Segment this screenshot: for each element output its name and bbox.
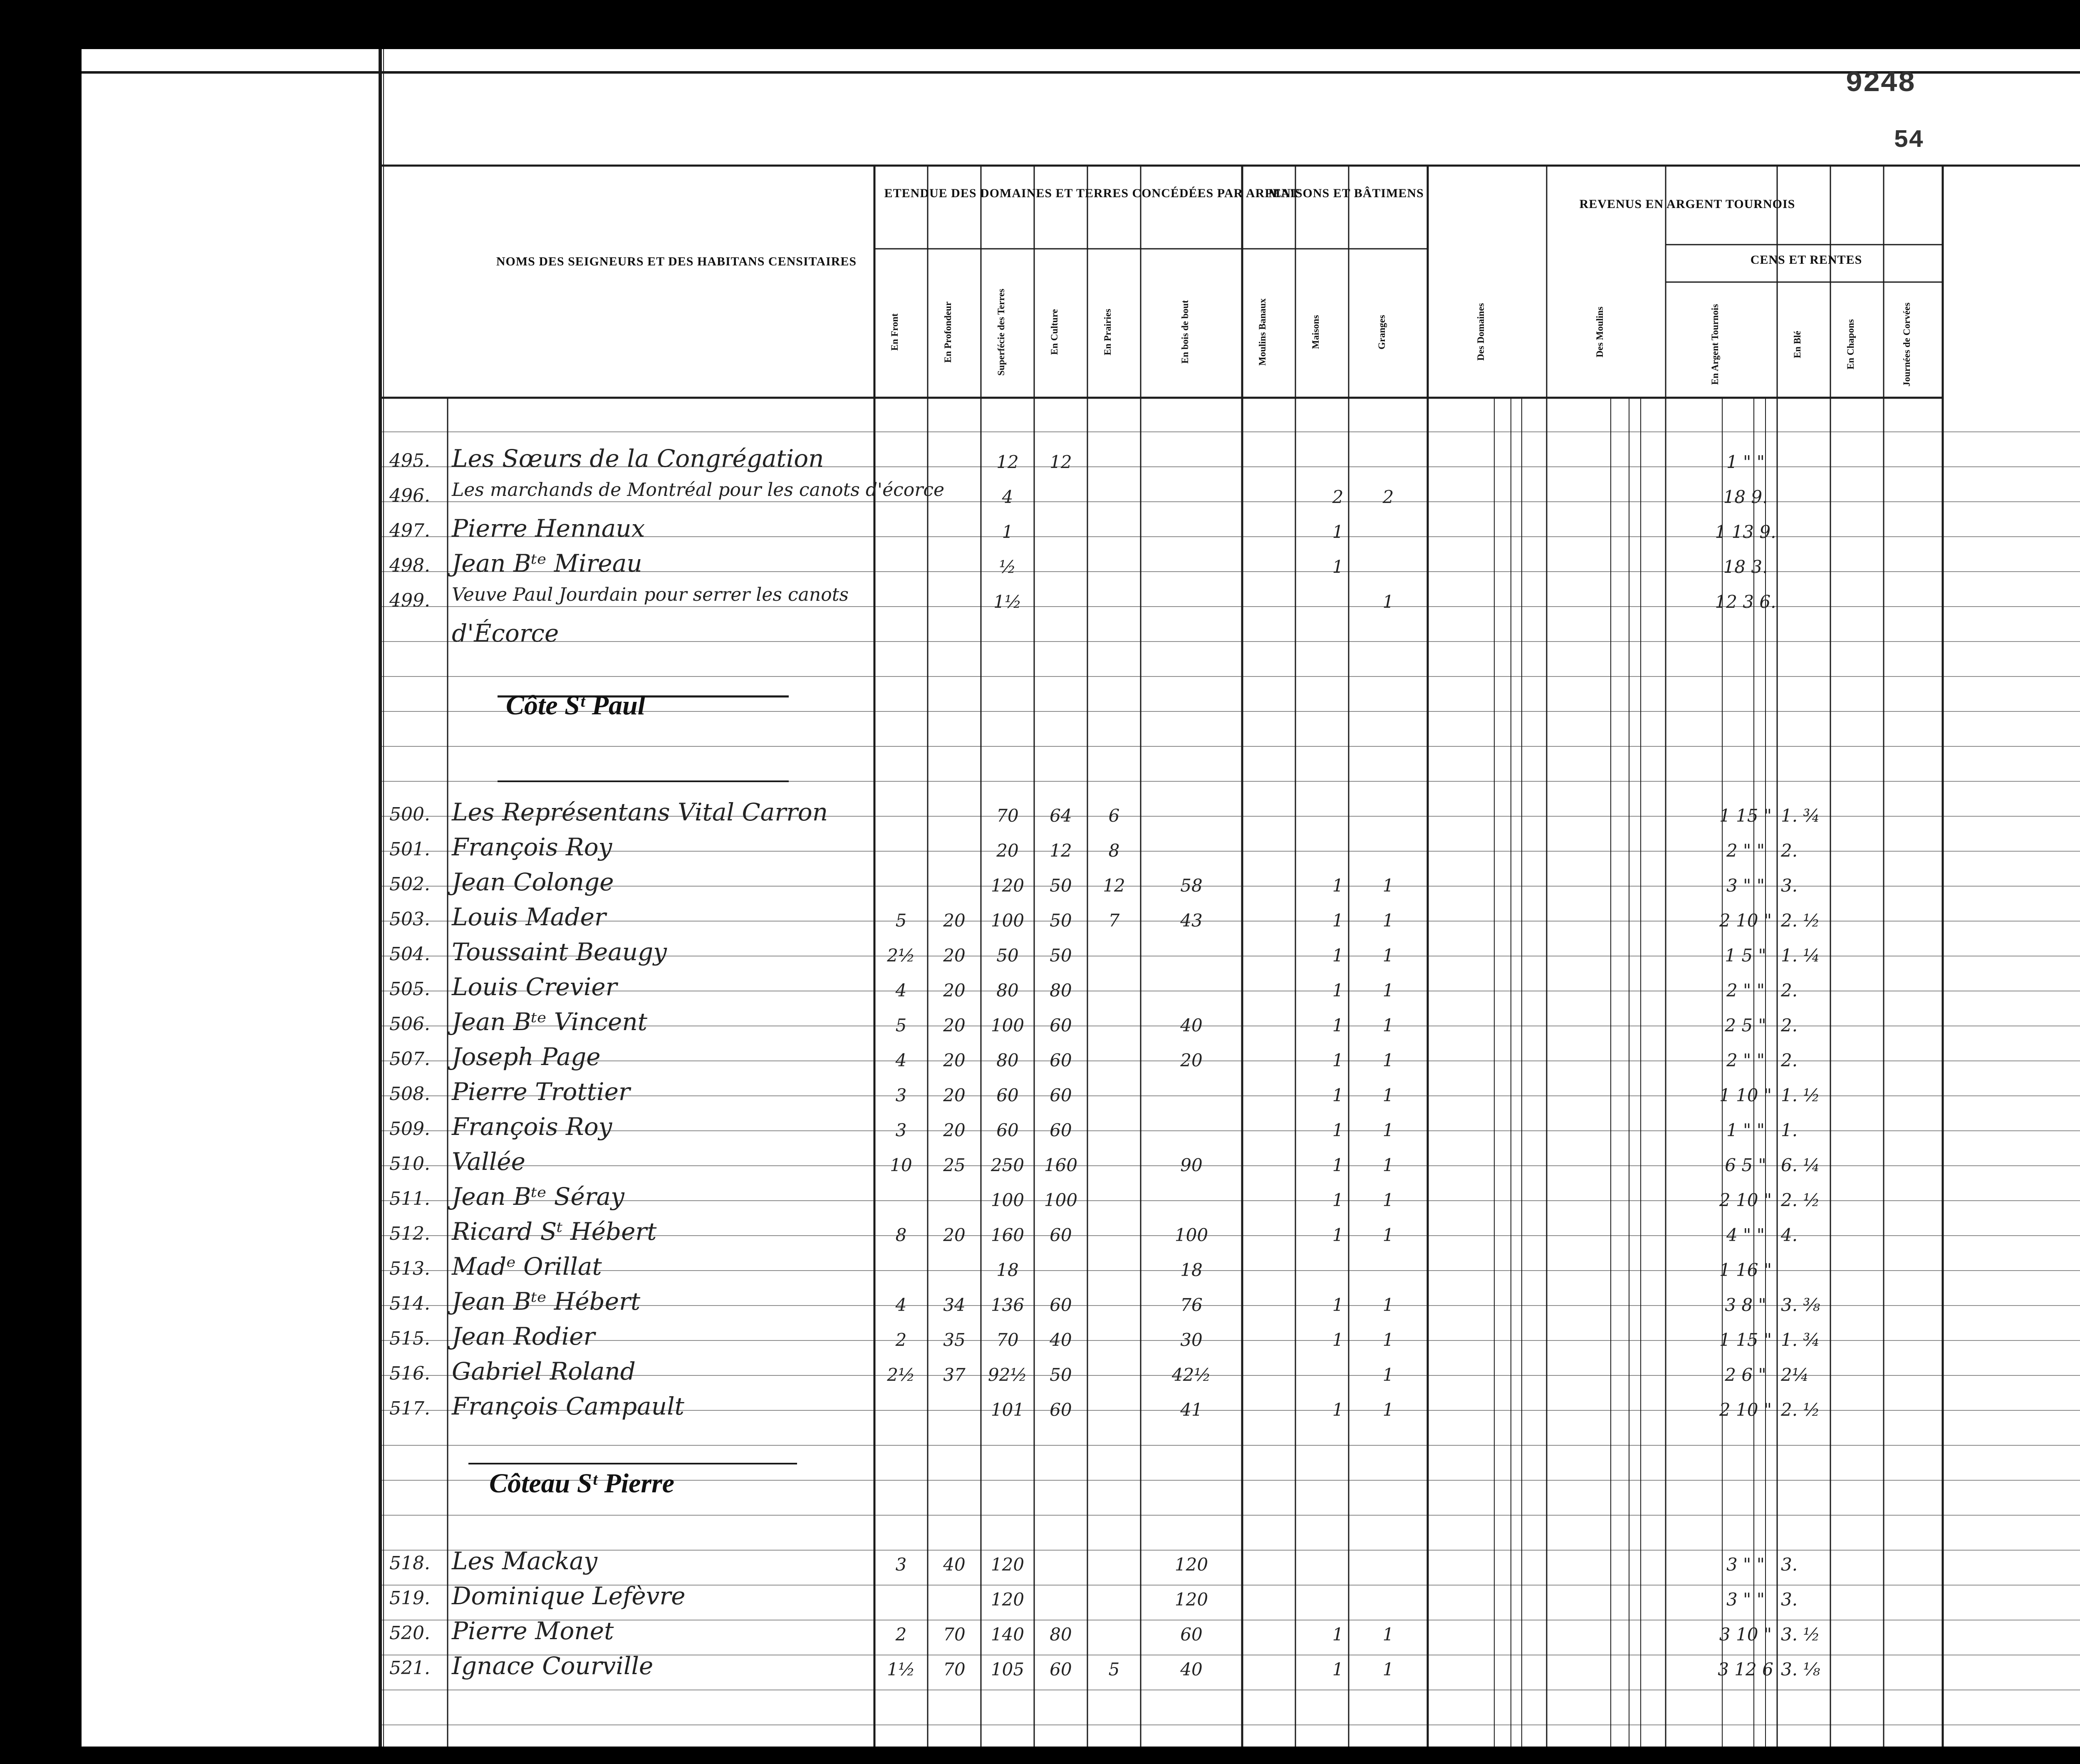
cell-bois: 120 [1174, 1589, 1208, 1610]
row-name: François Campault [452, 1392, 684, 1420]
row-name: François Roy [452, 1112, 612, 1141]
row-number: 518. [389, 1553, 430, 1574]
cell-superficie: 100 [990, 1190, 1025, 1210]
row-number: 504. [389, 944, 430, 965]
column-header-12: En Argent Tournois [1710, 304, 1720, 385]
cell-front: 2½ [887, 945, 915, 966]
cell-superficie: 20 [996, 840, 1019, 861]
cell-ble: 3. [1781, 875, 1798, 896]
cell-argent: 18 3. [1723, 557, 1768, 577]
cell-argent: 2 " " [1726, 1050, 1765, 1070]
cell-maisons: 1 [1332, 522, 1344, 542]
row-name: Jean Bᵗᵉ Vincent [452, 1008, 648, 1036]
cell-granges: 1 [1382, 1400, 1394, 1420]
cell-argent: 2 " " [1726, 840, 1765, 861]
cell-argent: 1 16 " [1719, 1260, 1772, 1280]
column-header-13: En Blé [1792, 331, 1803, 358]
cell-argent: 1 " " [1726, 1120, 1765, 1140]
cell-maisons: 2 [1332, 487, 1344, 507]
row-number: 496. [389, 485, 430, 506]
row-name: François Roy [452, 833, 612, 861]
cell-argent: 2 " " [1726, 980, 1765, 1001]
column-header-10: Des Domaines [1476, 303, 1486, 361]
cell-ble: 3. [1781, 1554, 1798, 1575]
cell-culture: 160 [1044, 1155, 1078, 1175]
row-name: Pierre Monet [452, 1617, 614, 1645]
cell-culture: 50 [1050, 910, 1072, 931]
row-number: 507. [389, 1048, 430, 1070]
cell-maisons: 1 [1332, 1295, 1344, 1315]
cell-maisons: 1 [1332, 1659, 1344, 1680]
row-number: 511. [389, 1188, 430, 1209]
cell-superficie: 120 [990, 1554, 1025, 1575]
column-header-15: Journées de Corvées [1902, 302, 1912, 386]
cell-front: 4 [895, 980, 907, 1001]
cell-argent: 1 15 " [1719, 805, 1772, 826]
cell-culture: 60 [1050, 1015, 1072, 1036]
cell-bois: 18 [1180, 1260, 1203, 1280]
cell-ble: 2¼ [1781, 1365, 1809, 1385]
cell-front: 4 [895, 1295, 907, 1315]
row-number: 516. [389, 1363, 430, 1384]
cell-superficie: 1½ [993, 592, 1022, 612]
cell-profondeur: 40 [943, 1554, 966, 1575]
cell-argent: 1 5 " [1725, 945, 1766, 966]
column-header-8: Maisons [1310, 315, 1321, 349]
stamp-number: 9248 [1845, 67, 1916, 100]
cell-culture: 60 [1050, 1295, 1072, 1315]
cell-bois: 30 [1180, 1330, 1203, 1350]
row-name: Jean Bᵗᵉ Hébert [452, 1287, 641, 1316]
column-header-14: En Chapons [1845, 319, 1856, 370]
ledger-sheet [82, 49, 2080, 1747]
cell-superficie: 60 [996, 1085, 1019, 1105]
cell-argent: 3 " " [1726, 875, 1765, 896]
row-name: Dominique Lefèvre [452, 1582, 686, 1610]
cell-ble: 2. [1781, 1050, 1798, 1070]
cell-granges: 1 [1382, 1295, 1394, 1315]
cell-ble: 3. ⅜ [1781, 1295, 1820, 1315]
cell-ble: 3. ⅛ [1781, 1659, 1820, 1680]
revenus-group-header: REVENUS EN ARGENT TOURNOIS [1579, 197, 1795, 211]
cell-front: 8 [895, 1225, 907, 1245]
cell-argent: 2 5 " [1725, 1015, 1766, 1036]
cell-granges: 1 [1382, 1225, 1394, 1245]
cell-culture: 50 [1050, 1365, 1072, 1385]
cell-granges: 1 [1382, 1190, 1394, 1210]
row-name: Ricard Sᵗ Hébert [452, 1217, 657, 1246]
cell-argent: 12 3 6. [1715, 592, 1776, 612]
cell-granges: 1 [1382, 1624, 1394, 1645]
row-number: 514. [389, 1293, 430, 1314]
cell-profondeur: 20 [943, 945, 966, 966]
cens-group-header: CENS ET RENTES [1750, 253, 1862, 267]
cell-prairies: 12 [1103, 875, 1125, 896]
row-name: Jean Rodier [452, 1322, 595, 1350]
cell-superficie: ½ [999, 557, 1016, 577]
cell-granges: 1 [1382, 1155, 1394, 1175]
cell-bois: 100 [1174, 1225, 1208, 1245]
cell-prairies: 7 [1108, 910, 1120, 931]
names-column-header: NOMS DES SEIGNEURS ET DES HABITANS CENSITAIRES [496, 255, 857, 268]
row-number: 498. [389, 555, 430, 576]
cell-granges: 1 [1382, 980, 1394, 1001]
cell-granges: 1 [1382, 1085, 1394, 1105]
cell-profondeur: 70 [943, 1624, 966, 1645]
cell-argent: 3 " " [1726, 1554, 1765, 1575]
row-number: 521. [389, 1657, 430, 1679]
ledger-grid [82, 49, 2080, 1747]
cell-granges: 1 [1382, 910, 1394, 931]
cell-maisons: 1 [1332, 1015, 1344, 1036]
cell-superficie: 250 [990, 1155, 1025, 1175]
cell-culture: 50 [1050, 945, 1072, 966]
column-header-1: En Front [889, 313, 900, 351]
cell-maisons: 1 [1332, 1624, 1344, 1645]
cell-argent: 3 10 " [1719, 1624, 1772, 1645]
cell-superficie: 92½ [988, 1365, 1028, 1385]
cell-prairies: 6 [1108, 805, 1120, 826]
cell-argent: 1 13 9. [1715, 522, 1776, 542]
cell-profondeur: 37 [943, 1365, 966, 1385]
cell-bois: 120 [1174, 1554, 1208, 1575]
cell-front: 1½ [887, 1659, 915, 1680]
cell-bois: 40 [1180, 1659, 1203, 1680]
cell-granges: 1 [1382, 1050, 1394, 1070]
cell-argent: 4 " " [1726, 1225, 1765, 1245]
section-cote-st-paul: Côte Sᵗ Paul [506, 690, 646, 721]
cell-argent: 3 8 " [1725, 1295, 1766, 1315]
cell-ble: 6. ¼ [1781, 1155, 1820, 1175]
cell-maisons: 1 [1332, 910, 1344, 931]
cell-maisons: 1 [1332, 980, 1344, 1001]
cell-front: 10 [890, 1155, 912, 1175]
cell-bois: 41 [1180, 1400, 1203, 1420]
cell-superficie: 50 [996, 945, 1019, 966]
row-name: Louis Mader [452, 903, 606, 931]
cell-argent: 1 " " [1726, 452, 1765, 472]
cell-ble: 2. ½ [1781, 1190, 1820, 1210]
cell-profondeur: 35 [943, 1330, 966, 1350]
cell-maisons: 1 [1332, 1225, 1344, 1245]
cell-superficie: 60 [996, 1120, 1019, 1140]
row-number: 509. [389, 1118, 430, 1140]
row-name: Les Représentans Vital Carron [452, 798, 828, 826]
cell-ble: 2. ½ [1781, 1400, 1820, 1420]
cell-front: 5 [895, 1015, 907, 1036]
etendue-group-header: ETENDUE DES DOMAINES ET TERRES CONCÉDÉES PAR ARPENT [884, 186, 1300, 200]
row-name: Toussaint Beaugy [452, 938, 667, 966]
cell-profondeur: 25 [943, 1155, 966, 1175]
cell-argent: 3 12 6 [1718, 1659, 1773, 1680]
cell-argent: 2 6 " [1725, 1365, 1766, 1385]
cell-culture: 60 [1050, 1050, 1072, 1070]
row-name: Veuve Paul Jourdain pour serrer les canots [452, 584, 849, 605]
cell-bois: 60 [1180, 1624, 1203, 1645]
row-name: Ignace Courville [452, 1652, 654, 1680]
cell-superficie: 140 [990, 1624, 1025, 1645]
cell-maisons: 1 [1332, 557, 1344, 577]
cell-maisons: 1 [1332, 1085, 1344, 1105]
cell-culture: 60 [1050, 1120, 1072, 1140]
row-name: Pierre Trottier [452, 1078, 630, 1106]
cell-ble: 2. [1781, 1015, 1798, 1036]
page-number: 54 [1894, 126, 1924, 155]
row-name: Jean Colonge [452, 868, 614, 896]
cell-maisons: 1 [1332, 1190, 1344, 1210]
cell-front: 2 [895, 1330, 907, 1350]
row-number: 510. [389, 1153, 430, 1174]
cell-ble: 1. ¼ [1781, 945, 1820, 966]
row-number: 520. [389, 1623, 430, 1644]
cell-ble: 4. [1781, 1225, 1798, 1245]
cell-granges: 1 [1382, 1015, 1394, 1036]
column-header-3: Superfécie des Terres [996, 288, 1006, 376]
row-number: 517. [389, 1398, 430, 1419]
cell-superficie: 70 [996, 1330, 1019, 1350]
cell-superficie: 136 [990, 1295, 1025, 1315]
cell-bois: 76 [1180, 1295, 1203, 1315]
cell-front: 2½ [887, 1365, 915, 1385]
column-header-2: En Profondeur [943, 301, 953, 363]
cell-bois: 42½ [1171, 1365, 1211, 1385]
cell-culture: 40 [1050, 1330, 1072, 1350]
cell-culture: 80 [1050, 1624, 1072, 1645]
row-number: 500. [389, 804, 430, 825]
cell-culture: 12 [1050, 452, 1072, 472]
cell-culture: 60 [1050, 1659, 1072, 1680]
cell-superficie: 4 [1002, 487, 1013, 507]
cell-culture: 50 [1050, 875, 1072, 896]
cell-maisons: 1 [1332, 1155, 1344, 1175]
cell-maisons: 1 [1332, 1120, 1344, 1140]
cell-argent: 18 9. [1723, 487, 1768, 507]
row-name: Vallée [452, 1147, 525, 1176]
cell-profondeur: 20 [943, 1085, 966, 1105]
cell-profondeur: 20 [943, 1120, 966, 1140]
row-number: 497. [389, 520, 430, 541]
cell-argent: 2 10 " [1719, 1400, 1772, 1420]
cell-bois: 90 [1180, 1155, 1203, 1175]
cell-profondeur: 20 [943, 910, 966, 931]
cell-ble: 3. [1781, 1589, 1798, 1610]
cell-granges: 1 [1382, 592, 1394, 612]
cell-prairies: 5 [1108, 1659, 1120, 1680]
cell-culture: 60 [1050, 1400, 1072, 1420]
cell-superficie: 70 [996, 805, 1019, 826]
cell-granges: 1 [1382, 1120, 1394, 1140]
cell-superficie: 105 [990, 1659, 1025, 1680]
cell-argent: 2 10 " [1719, 1190, 1772, 1210]
row-name: Gabriel Roland [452, 1357, 636, 1385]
cell-superficie: 160 [990, 1225, 1025, 1245]
row-name: Les Sœurs de la Congrégation [452, 444, 824, 473]
cell-argent: 6 5 " [1725, 1155, 1766, 1175]
cell-granges: 2 [1382, 487, 1394, 507]
column-header-5: En Prairies [1102, 309, 1113, 355]
row-number: 508. [389, 1083, 430, 1105]
cell-ble: 3. ½ [1781, 1624, 1820, 1645]
row-name-continued: d'Écorce [452, 619, 559, 647]
column-header-9: Granges [1377, 315, 1387, 349]
row-number: 505. [389, 979, 430, 1000]
cell-granges: 1 [1382, 1365, 1394, 1385]
cell-front: 3 [895, 1120, 907, 1140]
row-number: 506. [389, 1013, 430, 1035]
cell-superficie: 18 [996, 1260, 1019, 1280]
cell-ble: 1. [1781, 1120, 1798, 1140]
row-number: 515. [389, 1328, 430, 1349]
cell-profondeur: 20 [943, 1015, 966, 1036]
cell-ble: 1. ¾ [1781, 1330, 1820, 1350]
cell-ble: 1. ½ [1781, 1085, 1820, 1105]
row-name: Les Mackay [452, 1547, 597, 1575]
column-header-6: En bois de bout [1180, 300, 1190, 364]
cell-prairies: 8 [1108, 840, 1120, 861]
row-name: Jean Bᵗᵉ Séray [452, 1182, 624, 1211]
cell-superficie: 101 [990, 1400, 1025, 1420]
cell-front: 4 [895, 1050, 907, 1070]
cell-granges: 1 [1382, 945, 1394, 966]
cell-argent: 1 10 " [1719, 1085, 1772, 1105]
row-name: Jean Bᵗᵉ Mireau [452, 549, 642, 577]
cell-culture: 80 [1050, 980, 1072, 1001]
cell-maisons: 1 [1332, 945, 1344, 966]
cell-bois: 40 [1180, 1015, 1203, 1036]
cell-ble: 2. ½ [1781, 910, 1820, 931]
cell-profondeur: 34 [943, 1295, 966, 1315]
row-number: 503. [389, 909, 430, 930]
cell-maisons: 1 [1332, 875, 1344, 896]
cell-culture: 12 [1050, 840, 1072, 861]
row-name: Louis Crevier [452, 973, 617, 1001]
cell-argent: 1 15 " [1719, 1330, 1772, 1350]
cell-superficie: 12 [996, 452, 1019, 472]
cell-front: 5 [895, 910, 907, 931]
row-number: 495. [389, 450, 430, 471]
cell-ble: 2. [1781, 840, 1798, 861]
cell-culture: 60 [1050, 1085, 1072, 1105]
cell-superficie: 120 [990, 875, 1025, 896]
row-number: 512. [389, 1223, 430, 1244]
cell-granges: 1 [1382, 1659, 1394, 1680]
row-number: 499. [389, 590, 430, 611]
cell-superficie: 1 [1002, 522, 1013, 542]
cell-superficie: 100 [990, 1015, 1025, 1036]
row-number: 502. [389, 874, 430, 895]
column-header-11: Des Moulins [1595, 306, 1605, 358]
row-number: 501. [389, 839, 430, 860]
cell-culture: 60 [1050, 1225, 1072, 1245]
cell-front: 3 [895, 1085, 907, 1105]
cell-maisons: 1 [1332, 1400, 1344, 1420]
cell-granges: 1 [1382, 875, 1394, 896]
cell-profondeur: 70 [943, 1659, 966, 1680]
row-name: Pierre Hennaux [452, 514, 645, 543]
cell-profondeur: 20 [943, 1050, 966, 1070]
cell-front: 3 [895, 1554, 907, 1575]
section-coteau-st-pierre: Côteau Sᵗ Pierre [489, 1468, 675, 1499]
row-name: Les marchands de Montréal pour les canots d'écorce [452, 479, 945, 500]
row-name: Madᵉ Orillat [452, 1252, 602, 1281]
cell-bois: 43 [1180, 910, 1203, 931]
cell-superficie: 100 [990, 910, 1025, 931]
cell-ble: 2. [1781, 980, 1798, 1001]
column-header-4: En Culture [1049, 309, 1060, 355]
cell-profondeur: 20 [943, 1225, 966, 1245]
cell-superficie: 80 [996, 980, 1019, 1001]
maisons-group-header: MAISONS ET BÂTIMENS [1268, 186, 1424, 200]
cell-argent: 2 10 " [1719, 910, 1772, 931]
cell-profondeur: 20 [943, 980, 966, 1001]
cell-culture: 100 [1044, 1190, 1078, 1210]
cell-ble: 1. ¾ [1781, 805, 1820, 826]
cell-maisons: 1 [1332, 1050, 1344, 1070]
cell-bois: 58 [1180, 875, 1203, 896]
row-name: Joseph Page [452, 1043, 601, 1071]
cell-culture: 64 [1050, 805, 1072, 826]
cell-superficie: 120 [990, 1589, 1025, 1610]
cell-maisons: 1 [1332, 1330, 1344, 1350]
cell-argent: 3 " " [1726, 1589, 1765, 1610]
column-header-7: Moulins Banaux [1257, 298, 1268, 366]
row-number: 519. [389, 1588, 430, 1609]
row-number: 513. [389, 1258, 430, 1279]
cell-granges: 1 [1382, 1330, 1394, 1350]
cell-superficie: 80 [996, 1050, 1019, 1070]
cell-front: 2 [895, 1624, 907, 1645]
cell-bois: 20 [1180, 1050, 1203, 1070]
